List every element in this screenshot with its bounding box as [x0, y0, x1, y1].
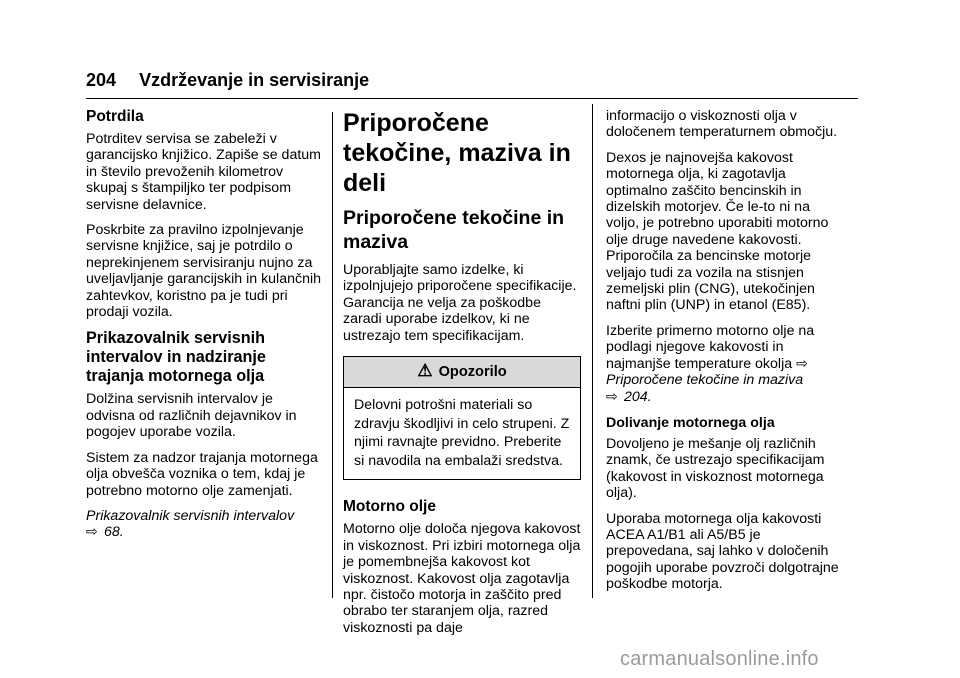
cross-reference-link[interactable]: Priporočene tekočine in maziva ⇨ 204. — [606, 372, 804, 405]
column-1 — [86, 108, 322, 550]
chapter-title: Vzdrževanje in servisiranje — [139, 70, 370, 90]
warning-triangle-icon: ⚠ — [417, 361, 433, 381]
paragraph: Uporaba motornega olja kakovosti ACEA A1/B1 ali A5/B5 je prepovedana, saj lahko v določenih pogojih uporabe povzroči dolgotrajne poškodbe motorja. — [606, 510, 839, 593]
paragraph: Uporabljajte samo izdelke, ki izpolnjujejo priporočene specifikacije. Garancija ne velja za poškodbe zaradi uporabe izdelkov, ki ne ustrezajo tem specifikacijam. — [343, 262, 577, 344]
warning-title: Opozorilo — [438, 364, 507, 381]
arrow-right-icon: ⇨ — [86, 524, 98, 541]
paragraph: Dolžina servisnih intervalov je odvisna od različnih dejavnikov in pogojev uporabe vozila. — [86, 391, 297, 441]
header-rule — [86, 98, 858, 99]
column-divider-2 — [592, 104, 593, 598]
reference-text: Prikazovalnik servisnih intervalov — [86, 507, 295, 524]
heading-potrdila: Potrdila — [86, 108, 144, 125]
reference-text: Priporočene tekočine in maziva — [606, 372, 804, 389]
paragraph: Motorno olje določa njegova kakovost in viskoznost. Pri izbiri motornega olja je pomembnejša kakovost kot viskoznost. Kakovost olja zagotavlja npr. čistočo motorja in zaščito pred obrabo ter staranjem olja, razred viskoznosti pa daje — [343, 521, 581, 636]
heading-motorno-olje: Motorno olje — [343, 498, 436, 516]
arrow-right-icon: ⇨ — [606, 388, 618, 405]
warning-text: Delovni potrošni materiali so zdravju škodljivi in celo strupeni. Z njimi ravnajte previdno. Preberite si navodila na embalaži sredstva. — [354, 397, 570, 469]
watermark: carmanualsonline.info — [620, 648, 819, 670]
column-divider-1 — [332, 112, 333, 598]
page-number: 204 — [86, 70, 117, 90]
warning-header — [344, 357, 580, 388]
arrow-right-icon: ⇨ — [796, 355, 808, 372]
paragraph: Dexos je najnovejša kakovost motornega olja, ki zagotavlja optimalno zaščito bencinskih in dizelskih motorjev. Če le-to ni na voljo, je potrebno uporabiti motorno olje druge navedene kakovosti. Priporočila za bencinske motorje veljajo tudi za vozila na stisnjen zemeljski plin (CNG), utekočinjen naftni plin (UNP) in etanol (E85). — [606, 149, 829, 314]
page-header — [86, 70, 369, 91]
reference-page: 204 — [623, 388, 648, 405]
column-3 — [606, 108, 846, 602]
section-title: Priporočene tekočine, maziva in deli — [343, 109, 571, 197]
reference-page: 68 — [103, 524, 120, 541]
paragraph: Sistem za nadzor trajanja motornega olja obvešča voznika o tem, kdaj je potrebno motorno olje zamenjati. — [86, 449, 318, 499]
column-2 — [343, 108, 581, 645]
paragraph: Potrditev servisa se zabeleži v garancijsko knjižico. Zapiše se datum in število prevoženih kilometrov skupaj s štampiljko ter podpisom servisne delavnice. — [86, 131, 321, 213]
paragraph: Poskrbite za pravilno izpolnjevanje servisne knjižice, saj je potrdilo o neprekinjenem servisiranju nujno za uveljavljanje garancijskih in kulančnih zahtevkov, koristno pa je tudi pri prodaji vozila. — [86, 222, 322, 321]
heading-dolivanje: Dolivanje motornega olja — [606, 414, 775, 431]
cross-reference-link[interactable]: Prikazovalnik servisnih intervalov ⇨ 68. — [86, 507, 295, 541]
paragraph: Dovoljeno je mešanje olj različnih znamk, če ustrezajo specifikacijam (kakovost in viskoznost motornega olja). — [606, 435, 825, 502]
warning-box — [343, 356, 581, 480]
paragraph: informacijo o viskoznosti olja v določenem temperaturnem območju. — [606, 108, 838, 141]
heading-prikazovalnik: Prikazovalnik servisnih intervalov in nadziranje trajanja motornega olja — [86, 329, 266, 386]
paragraph — [606, 323, 846, 405]
subsection-title: Priporočene tekočine in maziva — [343, 207, 565, 253]
paragraph-text: Izberite primerno motorno olje na podlagi njegove kakovosti in najmanjše temperature okolja — [606, 322, 815, 372]
